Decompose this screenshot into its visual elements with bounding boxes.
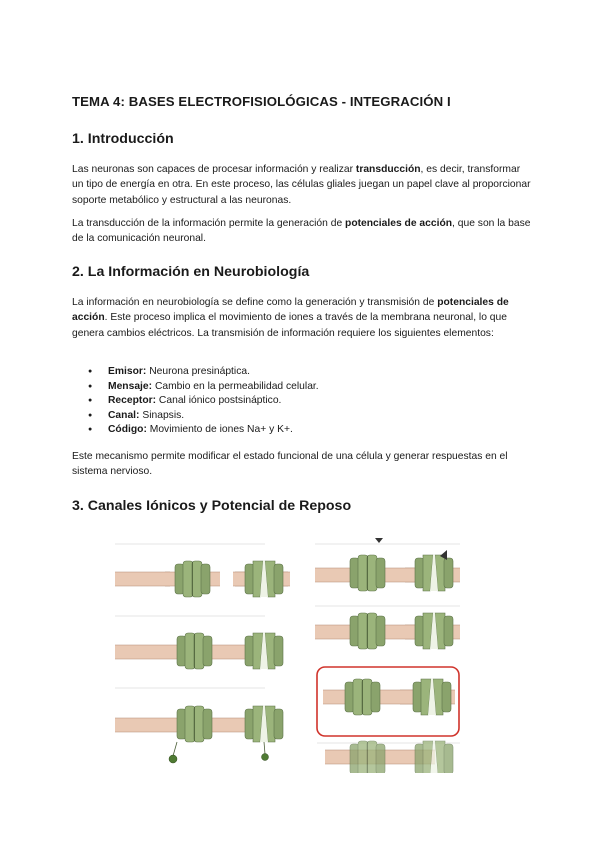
figure-left-panel xyxy=(95,528,290,773)
section-2-paragraph-1: La información en neurobiología se define como la generación y transmisión de potenciales de acción. Este proceso implica el movimiento de iones a través de la membrana neuronal, lo que genera cambios eléctricos. La transmisión de información requiere los siguientes elementos: xyxy=(72,297,509,339)
channel-closed xyxy=(350,741,385,773)
section-1-paragraph-2: La transducción de la información permite la generación de potenciales de acción, que son la base de la comunicación neuronal. xyxy=(72,218,531,245)
ion-channel-figure xyxy=(95,528,465,773)
channel-open xyxy=(415,613,453,649)
list-item: ● Canal: Sinapsis. xyxy=(72,409,319,424)
channel-open xyxy=(413,679,451,715)
channel-closed xyxy=(177,633,212,669)
document-title: TEMA 4: BASES ELECTROFISIOLÓGICAS - INTEGRACIÓN I xyxy=(72,94,451,109)
section-2-heading: 2. La Información en Neurobiología xyxy=(72,264,310,280)
list-item: ● Receptor: Canal iónico postsináptico. xyxy=(72,394,319,409)
channel-open xyxy=(415,555,453,591)
channel-closed xyxy=(345,679,380,715)
list-item: ● Mensaje: Cambio en la permeabilidad celular. xyxy=(72,380,319,395)
section-1-heading: 1. Introducción xyxy=(72,131,174,147)
list-item: ● Código: Movimiento de iones Na+ y K+. xyxy=(72,423,319,438)
channel-closed xyxy=(350,555,385,591)
channel-open xyxy=(245,633,283,669)
channel-closed xyxy=(350,613,385,649)
channel-open xyxy=(415,741,453,773)
section-3-heading: 3. Canales Iónicos y Potencial de Reposo xyxy=(72,498,352,514)
section-2-paragraph-2: Este mecanismo permite modificar el estado funcional de una célula y generar respuestas en el sistema nervioso. xyxy=(72,451,508,478)
section-1-paragraph-1: Las neuronas son capaces de procesar información y realizar transducción, es decir, transformar un tipo de energía en otra. En este proceso, las células gliales juegan un papel clave al proporcionar soporte metabólico y estructural a las neuronas. xyxy=(72,164,531,206)
elements-list xyxy=(72,365,319,438)
list-item: ● Emisor: Neurona presináptica. xyxy=(72,365,319,380)
figure-right-panel xyxy=(315,538,460,773)
